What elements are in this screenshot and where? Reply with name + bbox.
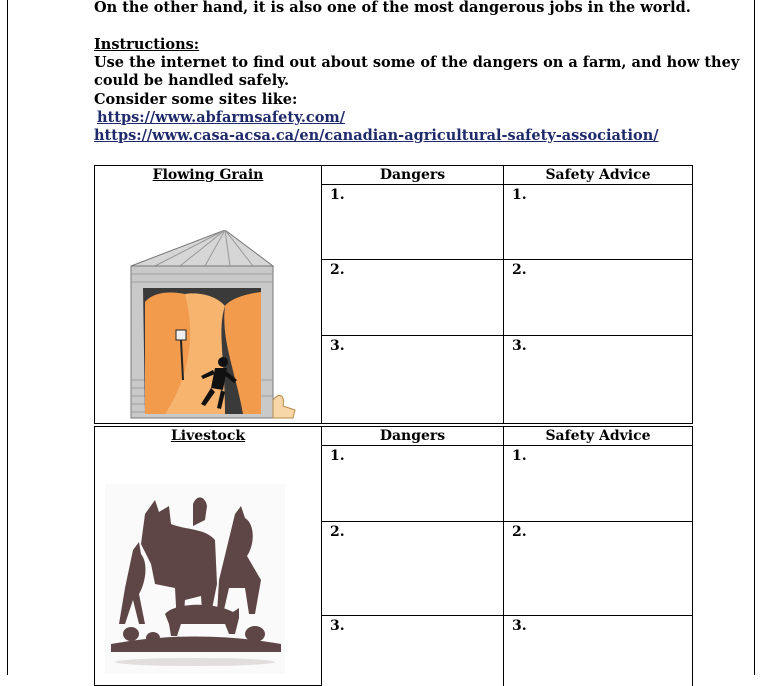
- flowing-grain-danger-1[interactable]: 1.: [322, 185, 504, 260]
- livestock-danger-3[interactable]: 3.: [322, 616, 504, 686]
- flowing-grain-advice-3[interactable]: 3.: [504, 336, 693, 424]
- flowing-grain-topic: Flowing Grain: [95, 166, 322, 185]
- flowing-grain-dangers-header: Dangers: [322, 166, 504, 185]
- page-border-left: [7, 0, 8, 675]
- livestock-table: [94, 426, 693, 686]
- grain-bin-illustration: [125, 230, 325, 430]
- livestock-topic: Livestock: [95, 427, 322, 446]
- livestock-advice-3[interactable]: 3.: [504, 616, 693, 686]
- livestock-danger-2[interactable]: 2.: [322, 522, 504, 616]
- livestock-dangers-header: Dangers: [322, 427, 504, 446]
- flowing-grain-image-cell: [95, 185, 322, 424]
- intro-text: On the other hand, it is also one of the most dangerous jobs in the world.: [94, 0, 691, 16]
- instructions-line-3: Consider some sites like:: [94, 91, 298, 108]
- livestock-danger-1[interactable]: 1.: [322, 446, 504, 522]
- flowing-grain-advice-2[interactable]: 2.: [504, 260, 693, 336]
- flowing-grain-advice-1[interactable]: 1.: [504, 185, 693, 260]
- livestock-image-cell: [95, 446, 322, 686]
- farm-animals-illustration: [105, 484, 285, 674]
- instructions-heading: Instructions:: [94, 36, 200, 53]
- flowing-grain-danger-2[interactable]: 2.: [322, 260, 504, 336]
- livestock-advice-2[interactable]: 2.: [504, 522, 693, 616]
- livestock-advice-1[interactable]: 1.: [504, 446, 693, 522]
- livestock-advice-header: Safety Advice: [504, 427, 693, 446]
- flowing-grain-table: [94, 165, 693, 424]
- link-abfarmsafety[interactable]: https://www.abfarmsafety.com/: [97, 109, 346, 126]
- instructions-line-2: could be handled safely.: [94, 72, 290, 89]
- flowing-grain-advice-header: Safety Advice: [504, 166, 693, 185]
- link-casa-acsa[interactable]: https://www.casa-acsa.ca/en/canadian-agricultural-safety-association/: [94, 127, 659, 144]
- instructions-line-1: Use the internet to find out about some of the dangers on a farm, and how they: [94, 54, 740, 71]
- page-border-right: [754, 0, 755, 675]
- flowing-grain-danger-3[interactable]: 3.: [322, 336, 504, 424]
